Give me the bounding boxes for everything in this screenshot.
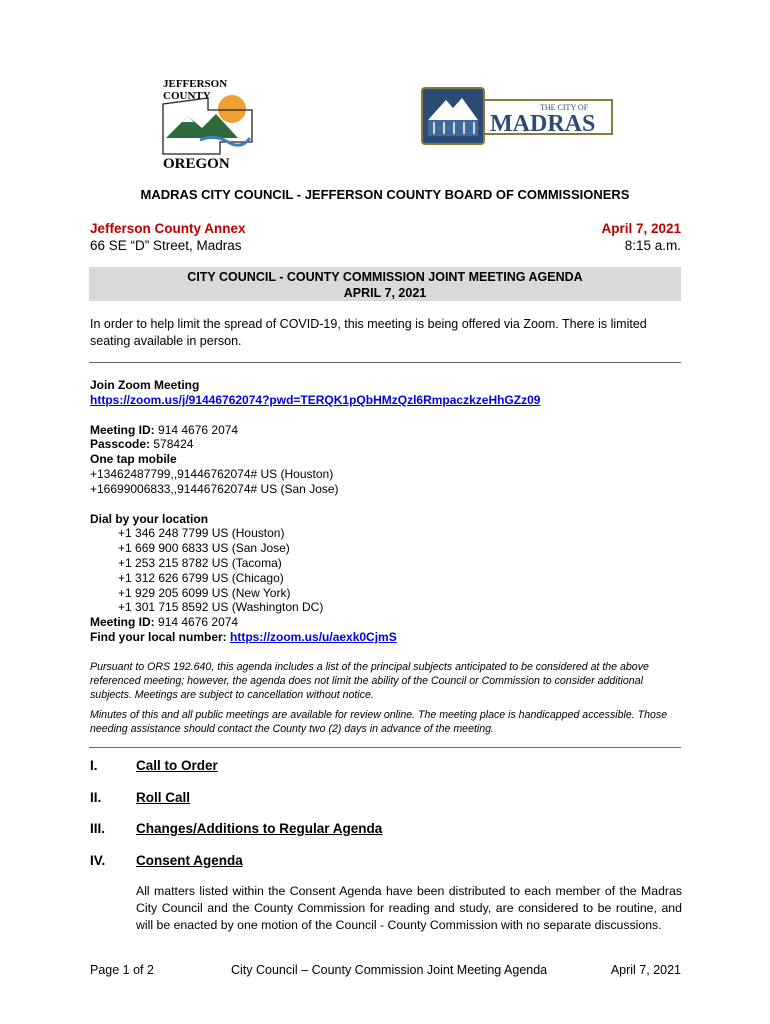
logo-jc-line3: OREGON bbox=[163, 156, 230, 171]
covid-intro: In order to help limit the spread of COVID-19, this meeting is being offered via Zoom. There is limited seating available in person. bbox=[90, 317, 647, 348]
agenda-item bbox=[90, 853, 243, 868]
meeting-time: 8:15 a.m. bbox=[624, 238, 681, 253]
join-label: Join Zoom Meeting bbox=[90, 378, 200, 392]
agenda-item-title: Roll Call bbox=[136, 790, 191, 805]
agenda-title: CITY COUNCIL - COUNTY COMMISSION JOINT MEETING AGENDA bbox=[187, 270, 583, 284]
passcode: 578424 bbox=[153, 437, 194, 452]
agenda-item-number: I. bbox=[90, 758, 98, 773]
date-time-block bbox=[601, 220, 681, 254]
agenda-date: APRIL 7, 2021 bbox=[343, 286, 427, 300]
meeting-id: 914 4676 2074 bbox=[158, 422, 239, 437]
dial-number: +1 929 205 6099 US (New York) bbox=[118, 585, 291, 600]
logo-madras-big: MADRAS bbox=[490, 111, 596, 137]
dial-label: Dial by your location bbox=[90, 511, 209, 526]
meeting-id: 914 4676 2074 bbox=[158, 615, 239, 630]
logo-jc-line2: COUNTY bbox=[163, 90, 211, 102]
location-address: 66 SE “D” Street, Madras bbox=[90, 238, 242, 253]
ors-notice: Pursuant to ORS 192.640, this agenda includes a list of the principal subjects anticipated to be considered at the above referenced meeting; however, the agenda does not limit the ability of the Council or Commission to consider additional subjects. Meetings are subject to cancellation without notice. bbox=[90, 661, 649, 701]
agenda-item-number: IV. bbox=[90, 853, 106, 868]
find-local-label: Find your local number: bbox=[90, 629, 227, 644]
location-name: Jefferson County Annex bbox=[90, 221, 246, 236]
agenda-item bbox=[90, 758, 218, 773]
meeting-id-label: Meeting ID: bbox=[90, 615, 155, 630]
footer-title: City Council – County Commission Joint Meeting Agenda bbox=[231, 963, 548, 977]
agenda-title-box bbox=[89, 267, 681, 301]
agenda-item-title: Call to Order bbox=[136, 758, 218, 773]
agenda-item-number: III. bbox=[90, 821, 106, 836]
consent-agenda-text: All matters listed within the Consent Agenda have been distributed to each member of the Madras City Council and the County Commission for reading and study, are considered to be routine, and will be enacted by one motion of the Council - County Commission with no separate discussions. bbox=[136, 884, 682, 932]
find-local-link[interactable]: https://zoom.us/u/aexk0CjmS bbox=[230, 629, 397, 644]
dial-number: +1 346 248 7799 US (Houston) bbox=[118, 526, 285, 541]
meeting-id-label: Meeting ID: bbox=[90, 422, 155, 437]
agenda-item-title: Consent Agenda bbox=[136, 853, 243, 868]
one-tap-label: One tap mobile bbox=[90, 452, 177, 467]
jefferson-county-logo bbox=[160, 76, 255, 171]
city-of-madras-logo bbox=[420, 86, 615, 148]
meeting-date: April 7, 2021 bbox=[601, 221, 681, 236]
agenda-item-number: II. bbox=[90, 790, 102, 805]
footer-date: April 7, 2021 bbox=[610, 963, 681, 977]
passcode-label: Passcode: bbox=[90, 437, 151, 452]
location-block bbox=[90, 220, 246, 254]
agenda-item bbox=[90, 821, 382, 836]
zoom-join-link[interactable]: https://zoom.us/j/91446762074?pwd=TERQK1pQbHMzQzl6RmpaczkzeHhGZz09 bbox=[90, 392, 541, 407]
divider bbox=[89, 362, 681, 363]
agenda-item bbox=[90, 790, 190, 805]
divider bbox=[89, 747, 681, 748]
page-heading: MADRAS CITY COUNCIL - JEFFERSON COUNTY BOARD OF COMMISSIONERS bbox=[140, 187, 630, 202]
minutes-notice: Minutes of this and all public meetings are available for review online. The meeting place is handicapped accessible. Those needing assistance should contact the County two (2) days in advance of the meeting. bbox=[90, 709, 668, 735]
footer-page: Page 1 of 2 bbox=[90, 963, 154, 977]
logo-jc-line1: JEFFERSON bbox=[163, 78, 228, 90]
one-tap-number: +13462487799,,91446762074# US (Houston) bbox=[90, 466, 334, 481]
dial-number: +1 312 626 6799 US (Chicago) bbox=[118, 570, 284, 585]
agenda-item-title: Changes/Additions to Regular Agenda bbox=[136, 821, 383, 836]
dial-number: +1 301 715 8592 US (Washington DC) bbox=[118, 600, 324, 615]
one-tap-number: +16699006833,,91446762074# US (San Jose) bbox=[90, 481, 339, 496]
zoom-info bbox=[90, 378, 690, 645]
logo-madras-small: THE CITY OF bbox=[540, 103, 589, 112]
dial-number: +1 253 215 8782 US (Tacoma) bbox=[118, 555, 282, 570]
dial-number: +1 669 900 6833 US (San Jose) bbox=[118, 541, 290, 556]
